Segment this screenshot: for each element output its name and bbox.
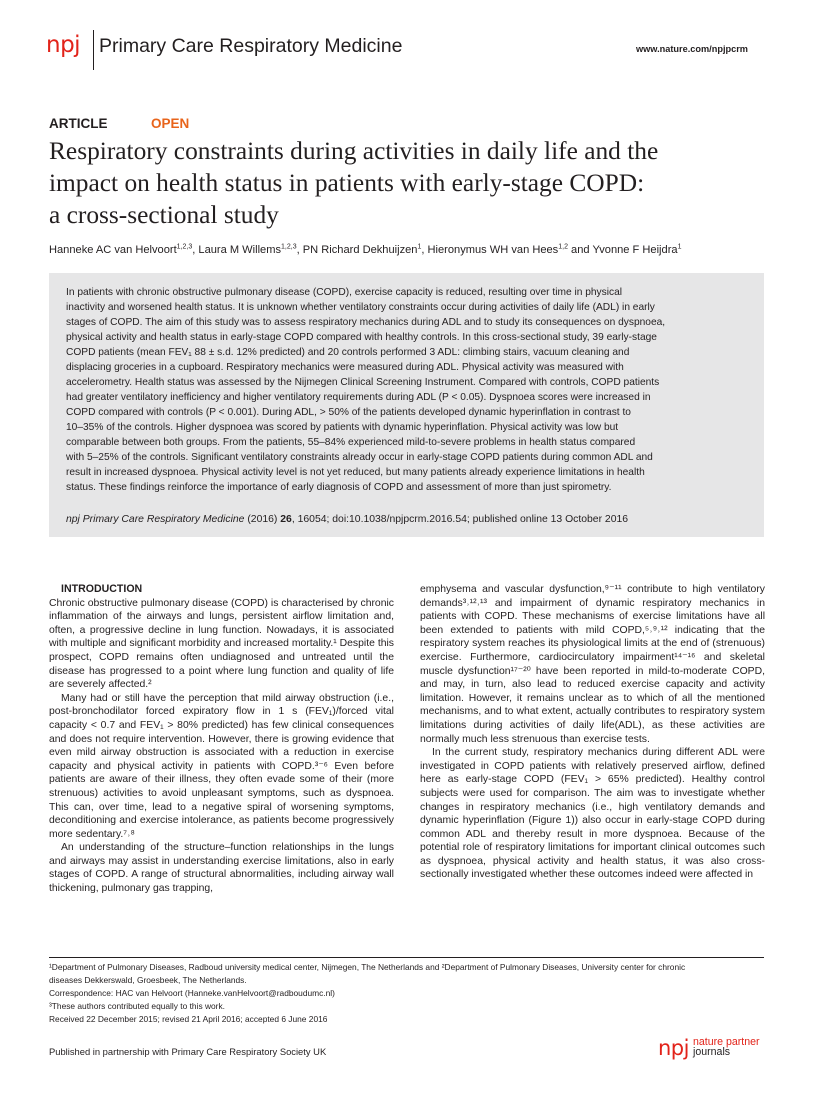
- author-list: [49, 244, 681, 256]
- open-access-label: OPEN: [151, 116, 190, 131]
- citation-volume: 26: [280, 514, 292, 525]
- citation-line: [66, 514, 628, 525]
- abstract-line: COPD patients (mean FEV₁ 88 ± s.d. 12% predicted) and 20 controls performed 3 ADL: climbing stairs, vacuum cleaning and: [66, 347, 630, 358]
- footnote-affiliations: ¹Department of Pulmonary Diseases, Radboud university medical center, Nijmegen, The Netherlands and ²Department of Pulmonary Diseases, University center for chronic: [49, 962, 686, 972]
- abstract-line: inactivity and worsened health status. It is unknown whether ventilatory constraints occur during activities of daily life (ADL) in early: [66, 302, 655, 313]
- author-affiliation: 1,2,3: [281, 243, 297, 251]
- title-line: a cross-sectional study: [49, 201, 279, 229]
- author-affiliation: 1: [677, 243, 682, 251]
- abstract-line: displacing groceries in a cupboard. Respiratory mechanics were measured during ADL. Physical activity was measured with: [66, 362, 624, 373]
- body-column-left: [49, 583, 394, 896]
- abstract-line: COPD compared with controls (P < 0.001). During ADL, > 50% of the patients developed dynamic hyperinflation in contrast to: [66, 407, 631, 418]
- author-affiliation: 1,2,3: [176, 243, 193, 251]
- footnote-equal-contribution: ³These authors contributed equally to this work.: [49, 1001, 225, 1011]
- footer-partner-line2: journals: [693, 1046, 731, 1058]
- article-type-label: ARTICLE: [49, 116, 108, 131]
- body-column-right: [420, 583, 765, 882]
- abstract-line: physical activity and health status in early-stage COPD compared with healthy controls. In this cross-sectional study, 39 early-stage: [66, 332, 657, 343]
- author-affiliation: 1: [417, 243, 422, 251]
- body-paragraph: Chronic obstructive pulmonary disease (COPD) is characterised by chronic inflammation of the airways and lungs, persistent airflow limitation and, often, a progressive decline in lung function. Nowadays, it is associated with multiple and significant morbidity and increased mortality.¹ Despite this prospect, COPD remains often undiagnosed and untreated until the disease has progressed to a point where lung function and quality of life are severely affected.²: [49, 597, 394, 691]
- journal-url-link[interactable]: www.nature.com/npjpcrm: [636, 44, 748, 54]
- abstract-line: In patients with chronic obstructive pulmonary disease (COPD), exercise capacity is reduced, resulting over time in physical: [66, 287, 623, 298]
- abstract-line: stages of COPD. The aim of this study was to assess respiratory mechanics during ADL and to study its consequences on dyspnoea,: [66, 317, 666, 328]
- footer-partnership: Published in partnership with Primary Care Respiratory Society UK: [49, 1046, 327, 1057]
- abstract-line: comparable between both groups. From the patients, 55–84% experienced mild-to-severe problems in health status compared: [66, 437, 636, 448]
- npj-logo: npj: [46, 32, 81, 58]
- footnotes: [49, 961, 764, 1026]
- article-title: [49, 135, 779, 231]
- title-line: Respiratory constraints during activities in daily life and the: [49, 137, 659, 165]
- body-paragraph: In the current study, respiratory mechanics during different ADL were investigated in COPD patients with relatively preserved airflow, defined here as early-stage COPD (FEV₁ > 65% predicted). Healthy control subjects were used for comparison. The aim was to investigate whether changes in respiratory mechanics (i.e., high ventilatory demands and dynamic hyperinflation (Figure 1)) also occur in early-stage COPD during common ADL and thereby result in more dyspnoea. Because of the potential role of respiratory limitations for important clinical outcomes such as dyspnoea, physical activity and health status, it was also cross-sectionally investigated whether these outcomes indeed were affected in: [420, 747, 765, 881]
- citation-year: (2016): [247, 514, 278, 525]
- author-affiliation: 1,2: [558, 243, 568, 251]
- author-name: Laura M Willems: [198, 244, 282, 256]
- abstract-line: accelerometry. Health status was assessed by the Nijmegen Clinical Screening Instrument. Compared with controls, COPD patients: [66, 377, 660, 388]
- body-paragraph: emphysema and vascular dysfunction,⁹⁻¹¹ contribute to high ventilatory demands³˒¹²˒¹³ and impairment of dynamic respiratory mechanics in patients with COPD. These mechanisms of exercise limitations have all been extended to patients with mild COPD,⁵˒⁹˒¹² indicating that the respiratory system reaches its physiological limits at the end of (strenuous) exercise. Furthermore, cardiocirculatory impairment¹⁴⁻¹⁶ and skeletal muscle dysfunction¹⁷⁻²⁰ have been reported in mild-to-moderate COPD, and may, in turn, also lead to reduced exercise capacity and activity limitation. However, it remains unclear as to which of all the mentioned mechanisms, and to what extent, actually contributes to respiratory system limitations during activities of daily life(ADL), as these activities are normally much less strenuous than exercise tests.: [420, 584, 765, 745]
- header-divider: [93, 30, 94, 70]
- author-name: Hieronymus WH van Hees: [427, 244, 559, 256]
- footer-partner-line1: nature partner: [693, 1036, 760, 1048]
- footnote-correspondence: Correspondence: HAC van Helvoort (Hanneke.vanHelvoort@radboudumc.nl): [49, 988, 335, 998]
- abstract-line: with 5–25% of the controls. Significant ventilatory constraints already occur in early-stage COPD patients during common ADL and: [66, 452, 653, 463]
- abstract-line: 10–35% of the controls. Higher dyspnoea was scored by patients with dynamic hyperinflation. Physical activity was low but: [66, 422, 619, 433]
- abstract-text: [66, 285, 754, 495]
- author-separator: ,: [192, 244, 199, 256]
- footnote-affiliations-cont: diseases Dekkerswald, Groesbeek, The Netherlands.: [49, 975, 247, 985]
- journal-name: Primary Care Respiratory Medicine: [99, 35, 403, 57]
- author-name: Yvonne F Heijdra: [592, 244, 678, 256]
- author-separator: and: [567, 244, 593, 256]
- citation-journal: npj Primary Care Respiratory Medicine: [66, 514, 245, 525]
- body-paragraph: Many had or still have the perception that mild airway obstruction (i.e., post-bronchodilator forced expiratory flow in 1 s (FEV₁)/forced vital capacity < 0.7 and FEV₁ > 80% predicted) has few clinical consequences and does not require intervention. However, there is growing evidence that even mild airway obstruction is associated with a reduction in exercise capacity and physical activity in patients with COPD.³⁻⁶ Even before patients are aware of their illness, they often evade some of their (more strenuous) activities to avoid unpleasant symptoms, such as dyspnoea. This can, over time, lead to a negative spiral of worsening symptoms, deconditioning and exercise intolerance, as patients become progressively more sedentary.⁷˒⁸: [49, 692, 394, 840]
- abstract-line: result in increased dyspnoea. Physical activity level is not yet reduced, but many patients already experience limitations in health: [66, 467, 645, 478]
- title-line: impact on health status in patients with early-stage COPD:: [49, 169, 645, 197]
- author-separator: ,: [421, 244, 428, 256]
- footnote-dates: Received 22 December 2015; revised 21 April 2016; accepted 6 June 2016: [49, 1014, 328, 1024]
- footnote-rule: [49, 957, 764, 958]
- abstract-line: had greater ventilatory inefficiency and higher ventilatory requirements during ADL (P < 0.05). Dyspnoea scores were increased in: [66, 392, 651, 403]
- abstract-line: status. These findings reinforce the importance of early diagnosis of COPD and assessment of more than just spirometry.: [66, 482, 612, 493]
- citation-details: , 16054; doi:10.1038/npjpcrm.2016.54; published online 13 October 2016: [291, 514, 629, 525]
- author-separator: ,: [296, 244, 303, 256]
- author-name: PN Richard Dekhuijzen: [302, 244, 418, 256]
- footer-npj-logo: npj: [658, 1036, 689, 1060]
- author-name: Hanneke AC van Helvoort: [49, 244, 177, 256]
- body-paragraph: An understanding of the structure–function relationships in the lungs and airways may assist in understanding exercise limitations, also in early stages of COPD. A range of structural abnormalities, including airway wall thickening, pulmonary gas trapping,: [49, 842, 394, 895]
- footer-partner-journals: [693, 1037, 760, 1057]
- section-heading-introduction: INTRODUCTION: [61, 583, 143, 595]
